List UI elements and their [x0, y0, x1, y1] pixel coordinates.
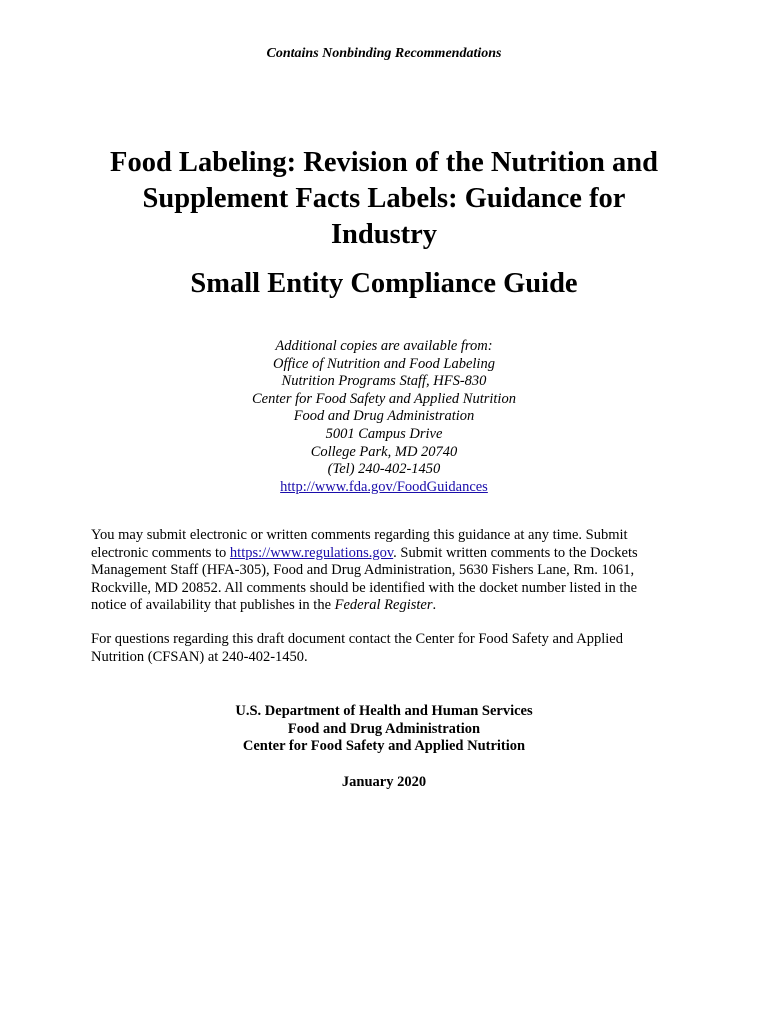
document-title	[60, 145, 708, 253]
fda-guidances-link[interactable]: http://www.fda.gov/FoodGuidances	[280, 478, 488, 495]
comments-line-2-text: electronic comments to	[91, 544, 230, 561]
address-line-city: College Park, MD 20740	[310, 443, 458, 460]
federal-register-text: Federal Register	[334, 597, 433, 614]
address-line-staff: Nutrition Programs Staff, HFS-830	[281, 373, 487, 390]
address-line-agency: Food and Drug Administration	[293, 408, 475, 425]
address-block	[0, 338, 768, 496]
comments-line-5-text: notice of availability that publishes in the	[91, 597, 335, 614]
title-line-1: Food Labeling: Revision of the Nutrition and	[110, 147, 658, 178]
document-subtitle: Small Entity Compliance Guide	[190, 268, 578, 299]
agency-line-fda: Food and Drug Administration	[287, 720, 481, 737]
comments-line-2-rest: . Submit written comments to the Dockets	[393, 544, 638, 561]
questions-line-2: Nutrition (CFSAN) at 240-402-1450.	[91, 648, 308, 665]
address-line-phone: (Tel) 240-402-1450	[327, 461, 441, 478]
comments-line-2	[91, 545, 677, 563]
questions-paragraph	[91, 631, 677, 666]
questions-line-1: For questions regarding this draft document contact the Center for Food Safety and Applied	[91, 631, 623, 647]
title-line-3: Industry	[330, 219, 438, 250]
comments-line-5-rest: .	[432, 597, 437, 614]
publication-date: January 2020	[341, 774, 427, 790]
address-line-street: 5001 Campus Drive	[325, 425, 443, 442]
comments-line-3: Management Staff (HFA-305), Food and Drug Administration, 5630 Fishers Lane, Rm. 1061,	[91, 562, 635, 579]
comments-line-1: You may submit electronic or written comments regarding this guidance at any time. Submit	[91, 527, 628, 543]
title-line-2: Supplement Facts Labels: Guidance for	[142, 183, 626, 214]
address-line-office: Office of Nutrition and Food Labeling	[273, 355, 495, 372]
regulations-gov-link[interactable]: https://www.regulations.gov	[229, 544, 394, 561]
address-link-line	[0, 479, 768, 497]
address-line-intro: Additional copies are available from:	[275, 338, 493, 354]
comments-line-5	[91, 597, 677, 615]
address-line-center: Center for Food Safety and Applied Nutrition	[252, 390, 516, 407]
agency-block	[0, 703, 768, 756]
comments-paragraph	[91, 527, 677, 615]
nonbinding-header: Contains Nonbinding Recommendations	[266, 46, 502, 61]
agency-line-cfsan: Center for Food Safety and Applied Nutrition	[242, 738, 526, 755]
comments-line-4: Rockville, MD 20852. All comments should be identified with the docket number listed in the	[91, 579, 638, 596]
agency-line-hhs: U.S. Department of Health and Human Services	[235, 703, 533, 719]
